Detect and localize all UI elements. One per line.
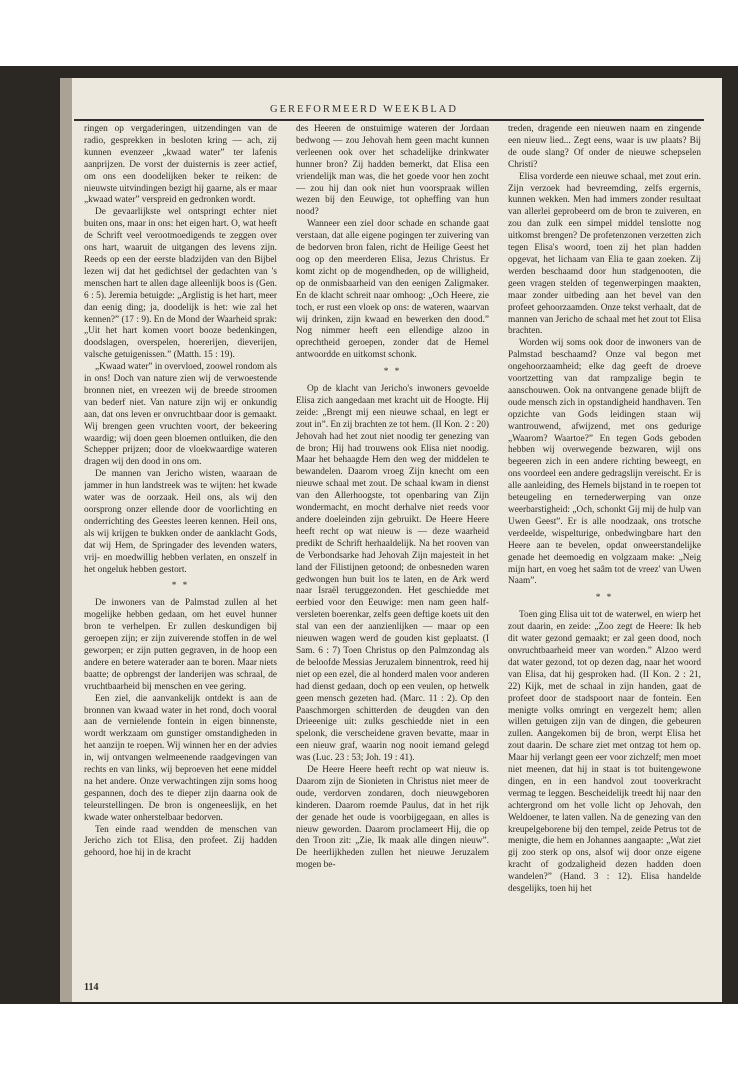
masthead-rule bbox=[74, 119, 704, 121]
paragraph: treden, dragende een nieuwen naam en zingende een nieuw lied... Zegt eens, waar is uw plaats? Bij de oude slang? Of onder de nieuwe schepselen Christi? bbox=[508, 124, 701, 170]
paragraph: Wanneer een ziel door schade en schande gaat verstaan, dat alle eigene pogingen ter zuivering van de bedorven bron falen, richt de Heilige Geest het oog op den meerderen Elisa, Jezus Christus. Er komt zicht op de mogendheden, op de willigheid, op de onmisbaarheid van den eenigen Zaligmaker. En de klacht schreit naar omhoog: „Och Heere, zie toch, er rust een vloek op ons: de wateren, waarvan wij drinken, zijn kwaad en bewerken den dood.” Nog nimmer heeft een ellendige alzoo in oprechtheid geroepen, zonder dat de Hemel antwoordde en uitkomst schonk. bbox=[296, 219, 489, 361]
paragraph: Een ziel, die aanvankelijk ontdekt is aan de bronnen van kwaad water in het rond, doch vooral aan de vernielende fontein in eigen binnenste, wordt werkzaam om gunstiger omstandigheden in het aanzijn te roepen. Wij winnen her en der advies in, wij ontvangen welmeenende raadgevingen van rechts en van links, wij beproeven het eene middel na het andere. Onze verwachtingen zijn soms hoog gespannen, doch des te dieper zijn daarna ook de teleurstellingen. De bron is ongeneeslijk, en het kwade water onherstelbaar bedorven. bbox=[84, 693, 277, 823]
masthead-title: GEREFORMEERD WEEKBLAD bbox=[270, 104, 458, 115]
page-number: 114 bbox=[84, 982, 99, 993]
paragraph: „Kwaad water” in overvloed, zoowel rondom als in ons! Doch van nature zien wij de verwoestende bronnen niet, en vreezen wij de breede stroomen van bederf niet. Van nature zijn wij er onkundig aan, dat ons leven er onvruchtbaar door is gemaakt. Wij brengen geen vruchten voort, der bekeering waardig; wij doen geen bloemen ontluiken, die den Schepper prijzen; door de vloekwaardige wateren dragen wij den dood in ons om. bbox=[84, 362, 277, 468]
paragraph: ringen op vergaderingen, uitzendingen van de radio, gesprekken in besloten kring — ach, zij kunnen evenzeer „kwaad water” ter lafenis aanprijzen. De vorst der duisternis is zeer actief, om ons een doodelijken beker te reiken: de nieuwste uitvindingen bezigt hij gaarne, als er maar „kwaad water” verspreid en gedronken wordt. bbox=[84, 124, 277, 206]
section-separator: * * bbox=[383, 367, 402, 378]
paragraph: Op de klacht van Jericho's inwoners gevoelde Elisa zich aangedaan met kracht uit de Hoogte. Hij zeide: „Brengt mij een nieuwe schaal, en legt er zout in”. En zij brachten ze tot hem. (II Kon. 2 : 20) Jehovah had het zout niet noodig ter genezing van de bron; Hij had trouwens ook Elisa niet noodig. Maar het behaagde Hem den weg der middelen te bewandelen. Daarom vroeg Zijn knecht om een nieuwe schaal met zout. De schaal kwam in dienst van den Allerhoogste, tot openbaring van Zijn wondermacht, en mocht derhalve niet reeds voor andere doeleinden zijn gebruikt. De Heere Heere heeft recht op wat nieuw is — deze waarheid predikt de Schrift herhaaldelijk. Na het rooven van de Verbondsarke had Jehovah Zijn majesteit in het land der Filistijnen getoond; de onbesneden waren gedwongen hun buit los te laten, en de Ark werd naar Israël teruggezonden. Het geschiedde met eerbied voor den Eeuwige: men nam geen half-versleten boerenkar, zelfs geen deftige koets uit den stal van een der aanzienlijken — maar op een nieuwen wagen werd de gouden kist geplaatst. (I Sam. 6 : 7) Toen Christus op den Palmzondag als de beloofde Messias Jeruzalem binnentrok, reed hij niet op een ezel, die al honderd malen voor anderen had dienst gedaan, doch op een veulen, op hetwelk geen mensch gezeten had. (Marc. 11 : 2). Op den Paaschmorgen schitterden de deugden van den Drieeenige uit: zulks geschiedde niet in een spelonk, die verscheidene graven bevatte, maar in een nieuw graf, waarin nog nooit iemand gelegd was (Luc. 23 : 53; Joh. 19 : 41). bbox=[296, 384, 489, 764]
page-gutter bbox=[60, 78, 72, 1002]
paragraph: des Heeren de onstuimige wateren der Jordaan bedwong — zou Jehovah hem geen macht kunnen verleenen ook over het schadelijke drinkwater hunner bron? Zij hadden bemerkt, dat Elisa een vriendelijk man was, die het goede voor hen zocht — zou hij dan ook niet hun voorspraak willen wezen bij den Eeuwige, tot opheffing van hun nood? bbox=[296, 124, 489, 218]
text-column-2 bbox=[296, 124, 489, 974]
paragraph: Elisa vorderde een nieuwe schaal, met zout erin. Zijn verzoek had bevreemding, zelfs ergernis, kunnen wekken. Men had immers zonder resultaat van allerlei geprobeerd om de bron te zuiveren, en zou dan zulk een simpel middel tenslotte nog uitkomst brengen? De profetenzonen verzetten zich tegen Elisa's woord, toen zij het plan hadden opgevat, het lichaam van Elia te gaan zoeken. Zij werden beschaamd door hun stadgenooten, die geen vragen stelden of tegenwerpingen maakten, maar zonder uitbeding aan het bevel van den profeet gehoorzaamden. Onze tekst verhaalt, dat de mannen van Jericho de schaal met het zout tot Elisa brachten. bbox=[508, 171, 701, 337]
paragraph: De mannen van Jericho wisten, waaraan de jammer in hun landstreek was te wijten: het kwade water was de oorzaak. Heil ons, als wij den oorsprong onzer ellende door de voorlichting en onderrichting des Geestes leeren kennen. Heil ons, als wij krijgen te bukken onder de aanklacht Gods, dat wij Hem, de Springader des levenden waters, vrij- en moedwillig hebben verlaten, en onszelf in het ongeluk hebben gestort. bbox=[84, 469, 277, 575]
paragraph: Ten einde raad wendden de menschen van Jericho zich tot Elisa, den profeet. Zij hadden gehoord, hoe hij in de kracht bbox=[84, 824, 277, 859]
paragraph: Worden wij soms ook door de inwoners van de Palmstad beschaamd? Onze val begon met ongehoorzaamheid; elke dag geeft de droeve voortzetting van dat rampzalige begin te aanschouwen. Ook na ontvangene genade blijft de oude mensch zich in opstandigheid handhaven. Ten opzichte van Gods leidingen staan wij wantrouwend, afwijzend, met ons gedurige „Waarom? Waartoe?” En tegen Gods geboden hebben wij overwegende bezwaren, wijl ons begeeren zich in een andere richting beweegt, en ons voordeel een andere gedragslijn vereischt. Er is alle aanleiding, des Hemels bijstand in te roepen tot beteugeling en ternederwerping van onze weerbarstigheid: „Och, schonkt Gij mij de hulp van Uwen Geest”. Er is alle noodzaak, ons trotsche verdeelde, wispelturige, onbedwingbare hart den Heere aan te bevelen, opdat onweerstandelijke genade het deemoedig en volgzaam make: „Neig mijn hart, en voeg het saâm tot de vreez' van Uwen Naam”. bbox=[508, 338, 701, 587]
paragraph: De inwoners van de Palmstad zullen al het mogelijke hebben gedaan, om het euvel hunner bron te verhelpen. Er zullen deskundigen bij geroepen zijn; er zijn zuiverende stoffen in de wel geworpen; er zijn putten gegraven, in de hoop een andere en betere waterader aan te boren. Maar niets baatte; de opbrengst der landerijen was schraal, de vruchtbaarheid bij menschen en vee gering. bbox=[84, 598, 277, 692]
paragraph: Toen ging Elisa uit tot de waterwel, en wierp het zout daarin, en zeide: „Zoo zegt de Heere: Ik heb dit water gezond gemaakt; er zal geen dood, noch onvruchtbaarheid meer van worden.” Alzoo werd dat water gezond, tot op dezen dag, naar het woord van Elisa, dat hij gesproken had. (II Kon. 2 : 21, 22) Kijk, met de schaal in zijn handen, gaat de profeet door de stadspoort naar de fontein. Een menigte volks omringt en vergezelt hem; allen willen getuigen zijn van de dingen, die gebeuren zullen. Aangekomen bij de bron, werpt Elisa het zout daarin. De schare ziet met ontzag tot hem op. Maar hij verlangt geen eer voor zichzelf; men moet niet meenen, dat hij in staat is tot buitengewone dingen, en in een handvol zout tooverkracht vermag te leggen. Bescheidelijk treedt hij naar den achtergrond om het volle licht op Jehovah, den Weldoener, te laten vallen. Na de genezing van den kreupelgeborene bij den tempel, zeide Petrus tot de menigte, die hem en Johannes aangaapte: „Wat ziet gij zoo sterk op ons, alsof wij door onze eigene kracht of godzaligheid dezen hadden doen wandelen?” (Hand. 3 : 12). Elisa handelde desgelijks, toen hij het bbox=[508, 610, 701, 895]
paragraph: De Heere Heere heeft recht op wat nieuw is. Daarom zijn de Sionieten in Christus niet meer de oude, verdorven zondaren, doch nieuwgeboren kinderen. Daarom roemde Paulus, dat in het rijk der genade het oude is voorbijgegaan, en alles is nieuw geworden. Daarom proclameert Hij, die op den Troon zit: „Zie, Ik maak alle dingen nieuw”. De heerlijkheden zullen het nieuwe Jeruzalem mogen be- bbox=[296, 765, 489, 871]
section-separator: * * bbox=[595, 593, 614, 604]
text-column-3 bbox=[508, 124, 701, 974]
text-column-1 bbox=[84, 124, 277, 974]
paragraph: De gevaarlijkste wel ontspringt echter niet buiten ons, maar in ons: het eigen hart. O, wat heeft de Schrift veel verootmoedigends te zeggen over ons hart, waaruit de uitgangen des levens zijn. Reeds op een der eerste bladzijden van den Bijbel lezen wij dat het gedichtsel der gedachten van 's menschen hart te allen dage alleenlijk boos is (Gen. 6 : 5). Jeremia betuigde: „Arglistig is het hart, meer dan eenig ding; ja, doodelijk is het: wie zal het kennen?” (17 : 9). En de Mond der Waarheid sprak: „Uit het hart komen voort booze bedenkingen, doodslagen, overspelen, hoererijen, dieverijen, valsche getuigenissen.” (Matth. 15 : 19). bbox=[84, 207, 277, 361]
section-separator: * * bbox=[171, 581, 190, 592]
